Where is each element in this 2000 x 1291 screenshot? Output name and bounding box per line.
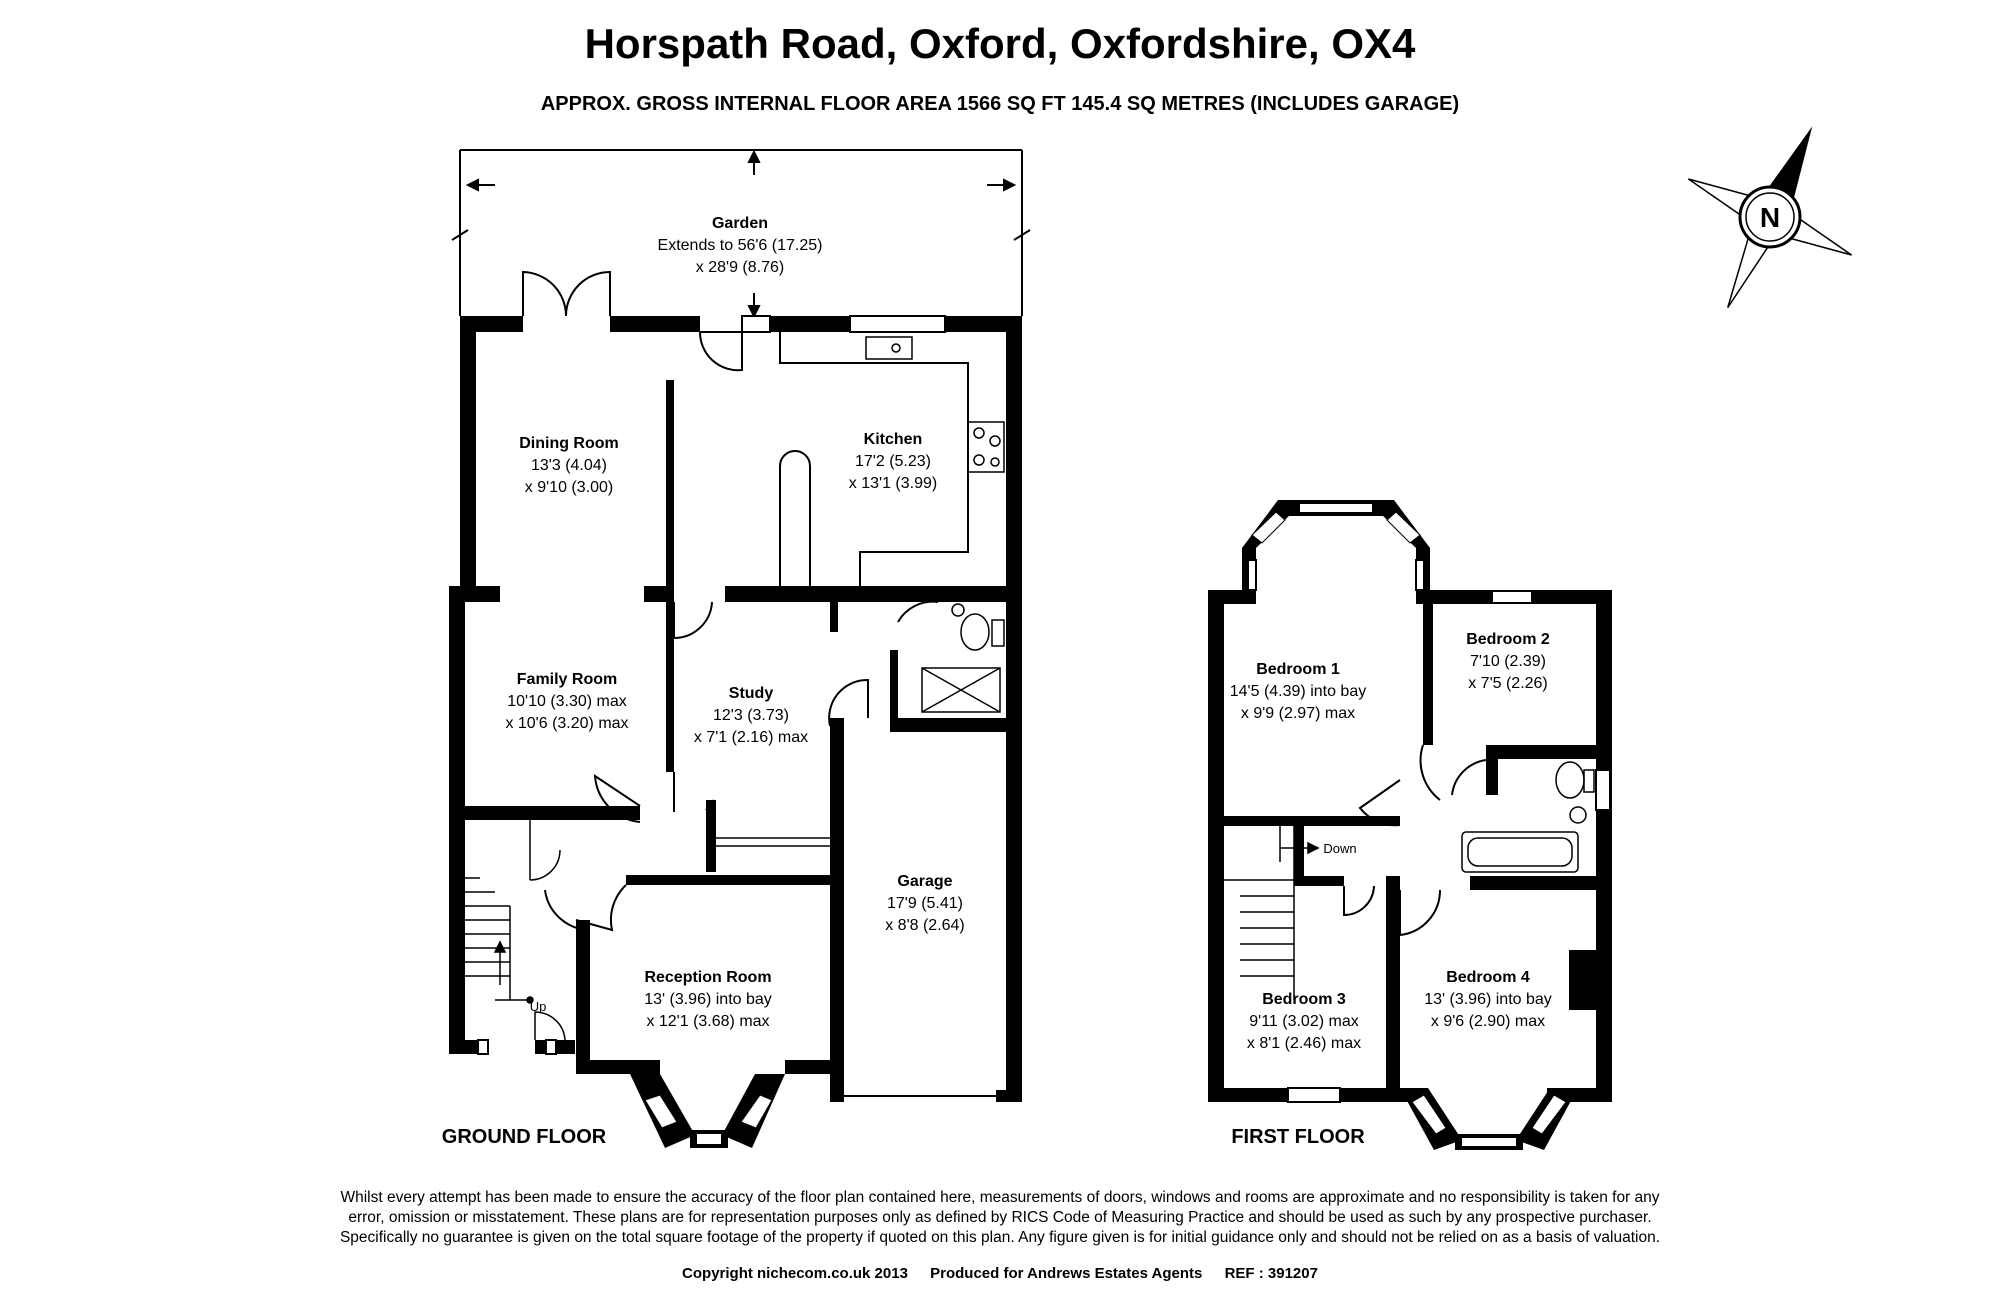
bedroom1-dim2: x 9'9 (2.97) max	[1240, 705, 1356, 722]
family-room-label: Family Room	[516, 671, 618, 688]
reception-bay-window	[630, 1074, 785, 1148]
garden-dim1: Extends to 56'6 (17.25)	[657, 237, 823, 254]
kitchen-sink	[866, 337, 912, 359]
first-floor-doors	[1344, 745, 1486, 935]
credits-line	[0, 1265, 2000, 1282]
dining-french-doors	[523, 272, 610, 316]
bedroom2-label: Bedroom 2	[1466, 631, 1550, 648]
first-floor-label: FIRST FLOOR	[1231, 1126, 1365, 1148]
reception-room-label: Reception Room	[644, 969, 772, 986]
ground-floor-label: GROUND FLOOR	[441, 1126, 607, 1148]
bedroom1-label: Bedroom 1	[1256, 661, 1340, 678]
bathroom-fittings	[1462, 762, 1594, 872]
disclaimer-line: Whilst every attempt has been made to ensure the accuracy of the floor plan contained here, measurements of doors, windows and rooms are approximate and no responsibility is taken for any	[340, 1189, 1660, 1206]
kitchen-label: Kitchen	[863, 431, 923, 448]
bedroom2-dim1: 7'10 (2.39)	[1470, 653, 1546, 670]
hall-doors	[545, 772, 714, 930]
bedroom4-dim2: x 9'6 (2.90) max	[1430, 1013, 1546, 1030]
family-room-dim2: x 10'6 (3.20) max	[505, 715, 629, 732]
ground-floor-stairs	[465, 820, 565, 1040]
first-floor-plan	[1208, 500, 1612, 1150]
disclaimer	[150, 1188, 1850, 1248]
garden-label: Garden	[711, 215, 769, 232]
kitchen-back-door	[700, 332, 742, 370]
page-title: Horspath Road, Oxford, Oxfordshire, OX4	[584, 20, 1416, 67]
dining-room-dim2: x 9'10 (3.00)	[524, 479, 614, 496]
room-labels	[442, 215, 1552, 1148]
study-door	[674, 602, 712, 638]
garden-boundary	[452, 150, 1030, 316]
kitchen-island	[780, 451, 810, 586]
bedroom3-label: Bedroom 3	[1262, 991, 1346, 1008]
study-label: Study	[728, 685, 774, 702]
stairs-up-label: Up	[529, 999, 547, 1014]
compass-n-label: N	[1759, 202, 1781, 233]
stairs-down-label: Down	[1323, 841, 1357, 856]
compass-rose	[1646, 88, 1894, 345]
garden-dim2: x 28'9 (8.76)	[695, 259, 785, 276]
kitchen-dim1: 17'2 (5.23)	[855, 453, 931, 470]
kitchen-hob	[968, 422, 1004, 472]
reception-room-dim2: x 12'1 (3.68) max	[646, 1013, 770, 1030]
reference-text: REF : 391207	[1224, 1265, 1318, 1282]
copyright-text: Copyright nichecom.co.uk 2013	[682, 1265, 908, 1282]
bedroom4-dim1: 13' (3.96) into bay	[1424, 991, 1552, 1008]
kitchen-dim2: x 13'1 (3.99)	[848, 475, 938, 492]
bedroom4-bay-window	[1400, 1088, 1578, 1150]
garage-dim2: x 8'8 (2.64)	[885, 917, 965, 934]
bedroom1-dim1: 14'5 (4.39) into bay	[1229, 683, 1367, 700]
shower-room-fittings	[922, 604, 1004, 712]
study-cupboard	[716, 838, 830, 846]
bedroom1-bay-window	[1242, 500, 1430, 548]
garage-label: Garage	[897, 873, 953, 890]
study-dim1: 12'3 (3.73)	[713, 707, 789, 724]
disclaimer-line: Specifically no guarantee is given on the total square footage of the property if quoted on this plan. Any figure given is for initial guidance only and should not be relied on as a basis of valuation.	[339, 1229, 1661, 1246]
reception-room-dim1: 13' (3.96) into bay	[644, 991, 772, 1008]
bedroom4-label: Bedroom 4	[1446, 969, 1530, 986]
disclaimer-line: error, omission or misstatement. These plans are for representation purposes only as defined by RICS Code of Measuring Practice and should be used as such by any prospective purchaser.	[348, 1209, 1652, 1226]
study-dim2: x 7'1 (2.16) max	[693, 729, 809, 746]
family-room-dim1: 10'10 (3.30) max	[507, 693, 627, 710]
dining-room-label: Dining Room	[519, 435, 619, 452]
shower-room-door	[898, 602, 938, 622]
dining-room-dim1: 13'3 (4.04)	[531, 457, 607, 474]
garage-dim1: 17'9 (5.41)	[887, 895, 963, 912]
bedroom3-dim2: x 8'1 (2.46) max	[1246, 1035, 1362, 1052]
bedroom3-dim1: 9'11 (3.02) max	[1249, 1013, 1359, 1030]
produced-for-text: Produced for Andrews Estates Agents	[930, 1265, 1203, 1282]
bedroom2-dim2: x 7'5 (2.26)	[1468, 675, 1548, 692]
floor-area-subtitle: APPROX. GROSS INTERNAL FLOOR AREA 1566 SQ FT 145.4 SQ METRES (INCLUDES GARAGE)	[540, 93, 1460, 115]
